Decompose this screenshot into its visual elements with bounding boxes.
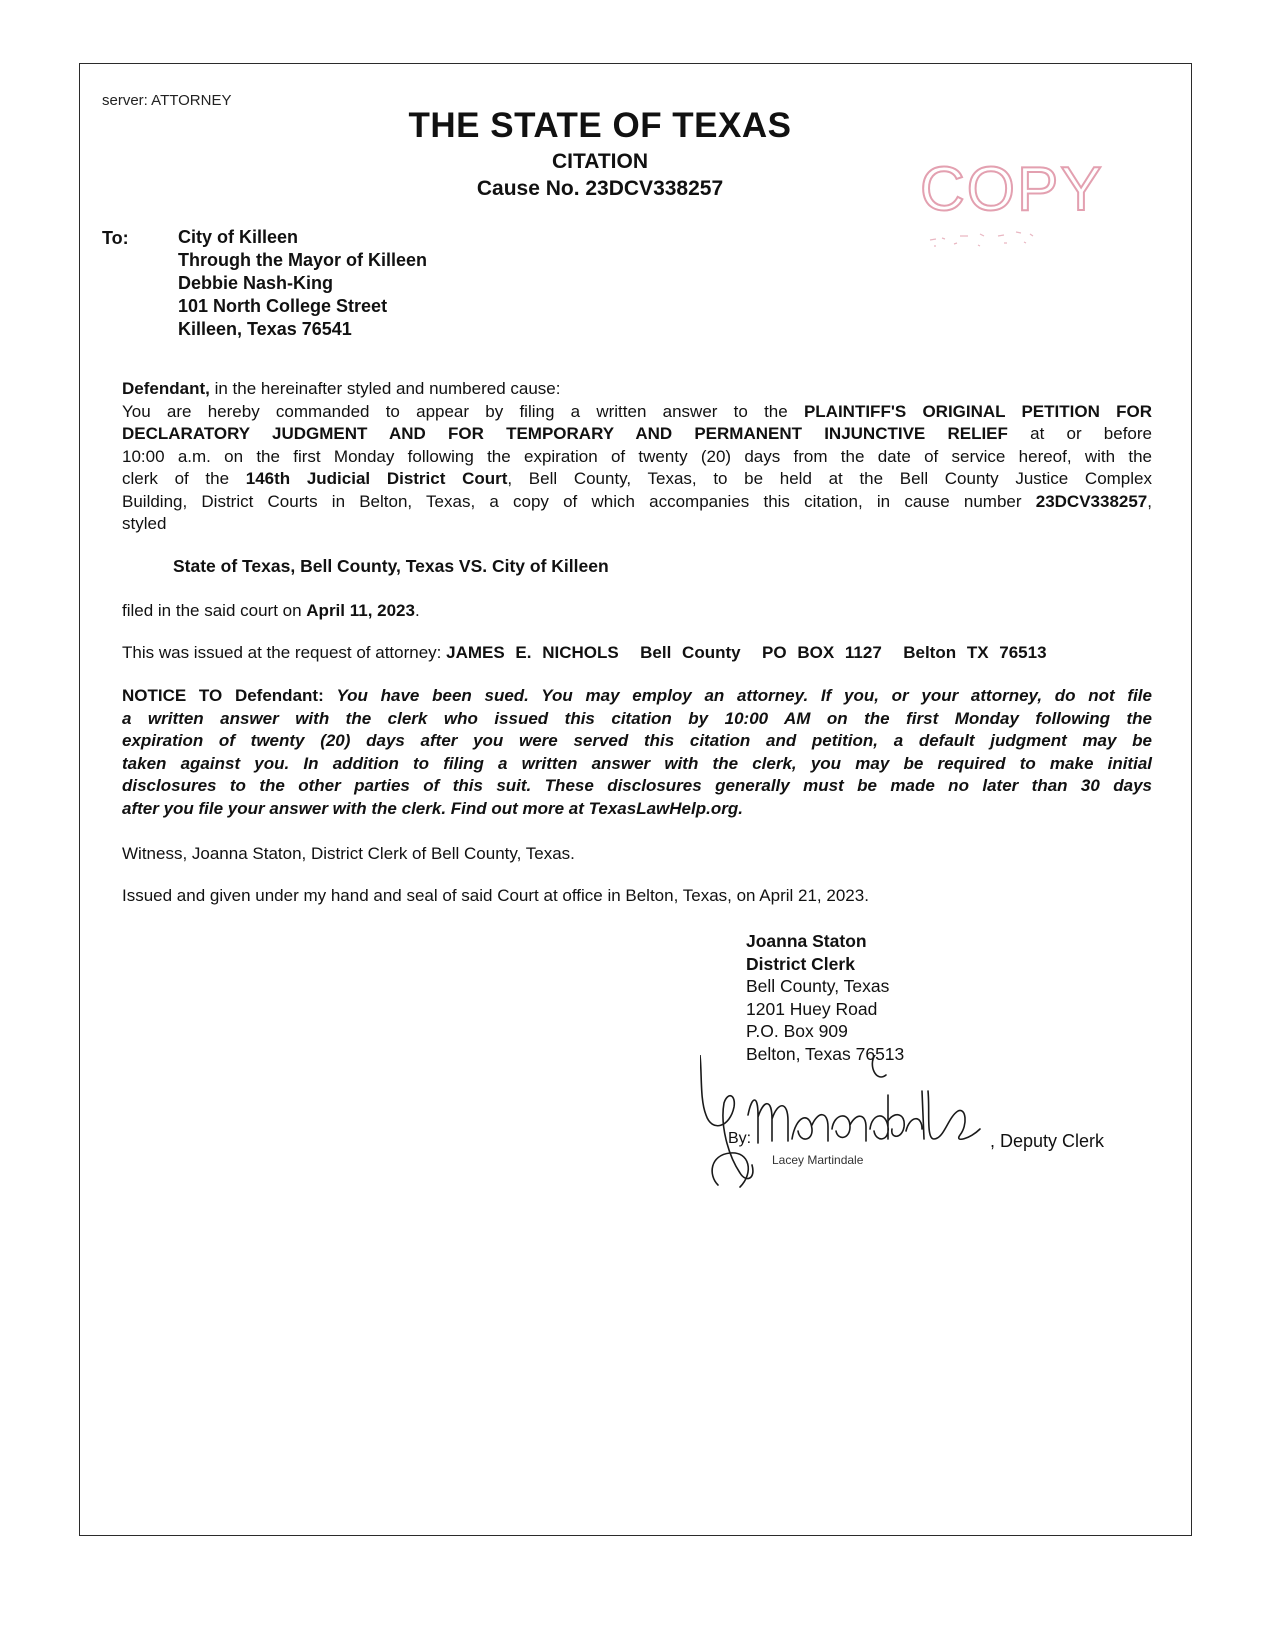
copy-stamp: [920, 148, 1140, 258]
by-label: By:: [728, 1130, 752, 1147]
notice-text: taken against you. In addition to filing a written answer with the clerk, you may be required to make initial: [122, 753, 1152, 773]
clerk-name: Joanna Staton: [746, 931, 867, 951]
clerk-address-line: P.O. Box 909: [746, 1021, 848, 1041]
cause-ref-number: 23DCV338257: [1035, 491, 1148, 511]
issued-request-line: [122, 642, 1152, 665]
defendant-label: Defendant,: [122, 379, 210, 398]
issued-given-line: Issued and given under my hand and seal of said Court at office in Belton, Texas, on April 21, 2023.: [122, 886, 869, 905]
notice-line: [122, 775, 1152, 798]
notice-text: disclosures to the other parties of this suit. These disclosures generally must be made no later than 30 days: [122, 776, 1152, 795]
clerk-address-line: Bell County, Texas: [746, 976, 890, 996]
notice-text: after you file your answer with the clerk. Find out more at TexasLawHelp.org.: [122, 798, 743, 818]
notice-line: [122, 753, 1152, 776]
recipient-line: Killeen, Texas 76541: [178, 319, 352, 339]
recipient-address: [178, 226, 427, 341]
deputy-clerk-label: , Deputy Clerk: [990, 1131, 1105, 1151]
command-line-5: [122, 491, 1152, 514]
command-line-3: 10:00 a.m. on the first Monday following the expiration of twenty (20) days from the date of service hereof, with the: [122, 446, 1152, 466]
cause-ref-end: ,: [1147, 491, 1152, 511]
document-header: [300, 106, 900, 202]
command-line-2: [122, 423, 1152, 446]
recipient-line: 101 North College Street: [178, 296, 388, 316]
notice-line: [122, 798, 1152, 821]
server-line: server: ATTORNEY: [102, 92, 232, 109]
witness-line: Witness, Joanna Staton, District Clerk of Bell County, Texas.: [122, 844, 575, 863]
recipient-line: Through the Mayor of Killeen: [178, 250, 428, 270]
page-title: THE STATE OF TEXAS: [408, 106, 792, 145]
to-label: To:: [102, 228, 129, 248]
notice-line: [122, 708, 1152, 731]
document-type: CITATION: [551, 150, 649, 173]
case-style: State of Texas, Bell County, Texas VS. City of Killeen: [173, 556, 609, 576]
notice-paragraph: [122, 685, 1152, 820]
recipient-line: City of Killeen: [178, 227, 299, 247]
cause-ref-text: Building, District Courts in Belton, Texas, a copy of which accompanies this citation, in cause number: [122, 491, 1036, 511]
defendant-lead: [122, 378, 1152, 401]
cause-number: Cause No. 23DCV338257: [476, 177, 724, 200]
notice-text: You have been sued. You may employ an attorney. If you, or your attorney, do not file: [336, 686, 1152, 705]
notice-text: a written answer with the clerk who issued this citation by 10:00 AM on the first Monday following the: [122, 708, 1152, 728]
command-line-4: [122, 468, 1152, 491]
copy-stamp-text: COPY: [920, 155, 1104, 224]
court-location: , Bell County, Texas, to be held at the Bell County Justice Complex: [507, 469, 1152, 488]
filed-date: April 11, 2023: [306, 601, 415, 620]
petition-title: PLAINTIFF'S ORIGINAL PETITION FOR: [803, 401, 1152, 421]
handwritten-signature: [700, 1055, 1020, 1195]
recipient-line: Debbie Nash-King: [178, 273, 334, 293]
clerk-title: District Clerk: [746, 953, 855, 974]
clerk-address-line: Belton, Texas 76513: [746, 1043, 905, 1064]
petition-after: at or before: [1007, 424, 1152, 443]
notice-text: expiration of twenty (20) days after you were served this citation and petition, a default judgment may be: [122, 731, 1152, 750]
defendant-paragraph: [122, 378, 1152, 536]
clerk-address-line: 1201 Huey Road: [746, 998, 878, 1019]
notice-label: NOTICE TO Defendant:: [122, 686, 324, 705]
stamp-speckle: [930, 232, 1033, 246]
court-name: 146th Judicial District Court: [245, 469, 508, 488]
attorney-info: JAMES E. NICHOLS Bell County PO BOX 1127 Belton TX 76513: [446, 643, 1047, 662]
issued-prefix: This was issued at the request of attorney:: [122, 643, 447, 662]
notice-line: [122, 730, 1152, 753]
filed-line: [122, 600, 1152, 623]
notice-line: [122, 685, 1152, 708]
petition-title-cont: DECLARATORY JUDGMENT AND FOR TEMPORARY AND PERMANENT INJUNCTIVE RELIEF: [122, 424, 1008, 443]
defendant-lead-text: in the hereinafter styled and numbered cause:: [209, 379, 561, 398]
styled-word: styled: [122, 514, 167, 533]
command-line-1: [122, 401, 1152, 424]
signer-name: Lacey Martindale: [772, 1153, 864, 1167]
clerk-block: [746, 930, 904, 1065]
clerk-of-the: clerk of the: [122, 469, 246, 488]
filed-prefix: filed in the said court on: [122, 601, 307, 620]
filed-suffix: .: [414, 601, 420, 620]
command-intro: You are hereby commanded to appear by filing a written answer to the: [122, 401, 788, 421]
